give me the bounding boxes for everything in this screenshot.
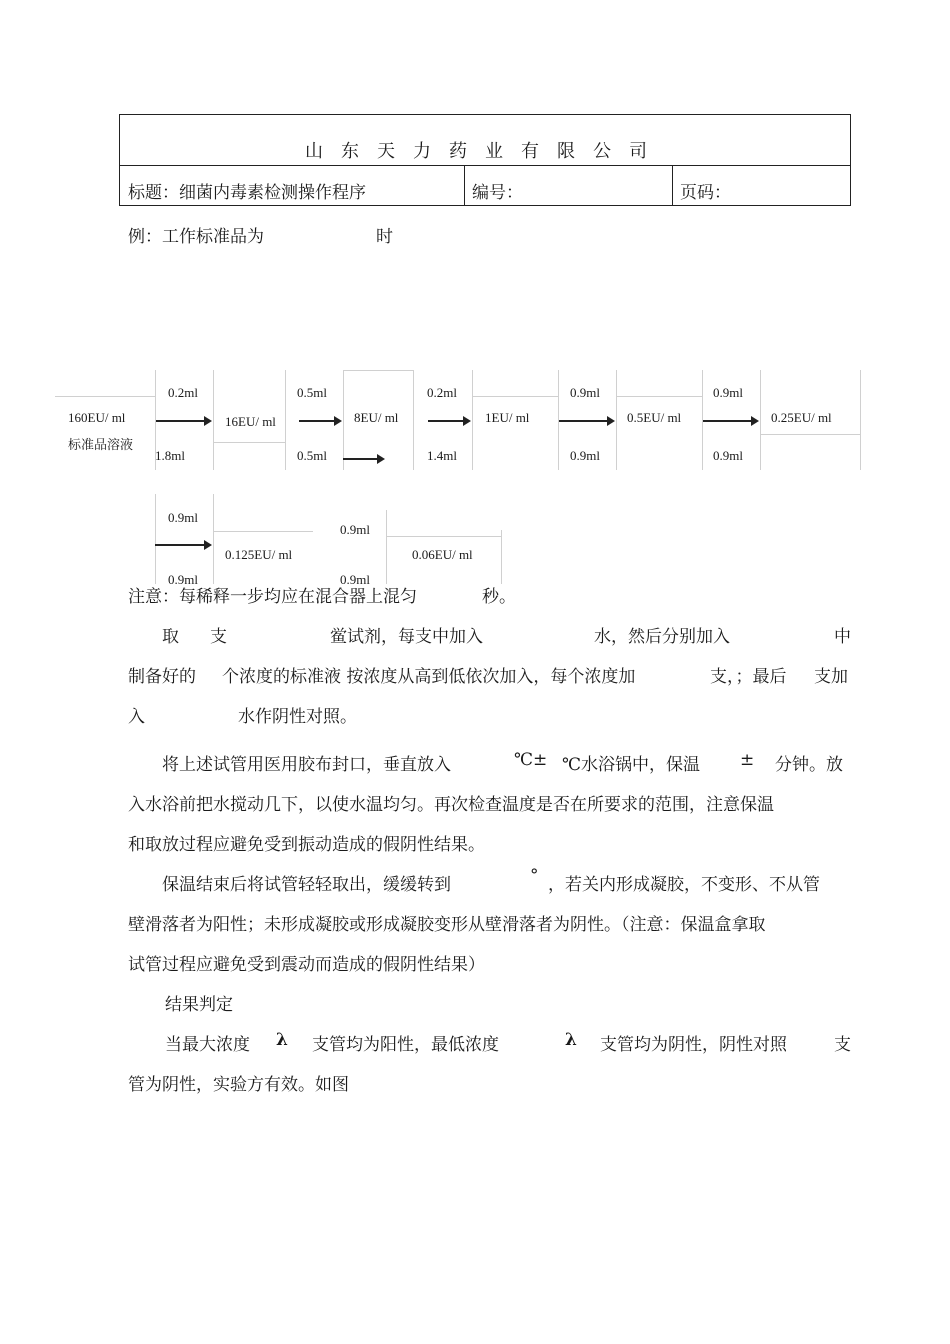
title-cell — [120, 165, 465, 206]
result-heading: 结果判定 — [165, 995, 233, 1015]
start-label: 标准品溶液 — [68, 437, 134, 452]
diagram-line — [213, 494, 214, 584]
step5-diluent-volume: 0.9ml — [713, 448, 743, 463]
step2-transfer-volume: 0.5ml — [297, 385, 327, 400]
diagram-line — [501, 530, 502, 584]
step5-result: 0.25EU/ ml — [771, 410, 832, 425]
p4-fragment: 支管均为阴性，阴性对照 — [600, 1035, 787, 1055]
diagram-line — [472, 396, 558, 397]
diagram-line — [155, 494, 156, 584]
document-number-label: 编号： — [472, 183, 523, 203]
p2-fragment: ℃水浴锅中，保温 — [562, 755, 701, 775]
p1-fragment: 制备好的 — [128, 667, 196, 687]
diagram-line — [760, 434, 860, 435]
diagram-line — [616, 396, 702, 397]
p3-fragment: ，若关内形成凝胶，不变形、不从管 — [548, 875, 820, 895]
diagram-line — [343, 370, 413, 371]
step3-diluent-volume: 1.4ml — [427, 448, 457, 463]
p3-line: 壁滑落者为阳性；未形成凝胶或形成凝胶变形从壁滑落者为阴性。（注意：保温盒拿取 — [128, 915, 766, 935]
start-concentration: 160EU/ ml — [68, 410, 126, 425]
document-header-table — [119, 114, 851, 206]
example-text-left: 例：工作标准品为 — [128, 227, 264, 247]
step2-arrow — [299, 420, 340, 422]
page-number-label: 页码： — [680, 183, 731, 203]
p1-fragment: 鲎试剂，每支中加入 — [330, 627, 483, 647]
step4-transfer-volume: 0.9ml — [570, 385, 600, 400]
doc-number-cell — [464, 165, 673, 206]
p1-fragment: 个浓度的标准液 按浓度从高到低依次加入，每个浓度加 — [222, 667, 636, 687]
p1-fragment: 中 — [834, 627, 851, 647]
page-number-cell — [672, 165, 852, 206]
p4-fragment: 支 — [834, 1035, 851, 1055]
p4-fragment: 当最大浓度 — [165, 1035, 250, 1055]
step4-result: 0.5EU/ ml — [627, 410, 682, 425]
p2-fragment: ℃± — [514, 750, 548, 770]
step5-transfer-volume: 0.9ml — [713, 385, 743, 400]
note-text-right: 秒。 — [482, 587, 516, 607]
step1-result: 16EU/ ml — [225, 414, 276, 429]
step7-result: 0.06EU/ ml — [412, 547, 473, 562]
diagram-line — [760, 370, 761, 470]
document-title: 标题：细菌内毒素检测操作程序 — [128, 183, 366, 203]
p4-line: 管为阴性，实验方有效。如图 — [128, 1075, 349, 1095]
p3-line: 试管过程应避免受到震动而造成的假阴性结果） — [128, 955, 485, 975]
p4-fragment: λ — [565, 1030, 577, 1050]
step7-transfer-volume: 0.9ml — [340, 522, 370, 537]
p2-fragment: 将上述试管用医用胶布封口，垂直放入 — [162, 755, 451, 775]
diagram-line — [343, 370, 344, 470]
p2-line: 入水浴前把水搅动几下，以使水温均匀。再次检查温度是否在所要求的范围，注意保温 — [128, 795, 774, 815]
diagram-line — [413, 370, 414, 470]
p1-fragment: 入 — [128, 707, 145, 727]
step2-diluent-volume: 0.5ml — [297, 448, 327, 463]
step1-arrow — [156, 420, 210, 422]
p2-line: 和取放过程应避免受到振动造成的假阴性结果。 — [128, 835, 485, 855]
diagram-line — [386, 510, 387, 584]
diagram-line — [285, 370, 286, 470]
step3-transfer-volume: 0.2ml — [427, 385, 457, 400]
step3-result: 1EU/ ml — [485, 410, 530, 425]
p1-fragment: 水，然后分别加入 — [594, 627, 730, 647]
step5-arrow — [703, 420, 757, 422]
company-name: 山东天力药业有限公司 — [305, 141, 665, 162]
step4-diluent-volume: 0.9ml — [570, 448, 600, 463]
p2-fragment: 分钟。放 — [775, 755, 843, 775]
diagram-line — [472, 370, 473, 470]
p3-fragment: ° — [530, 866, 539, 886]
diagram-line — [213, 442, 285, 443]
p2-fragment: ± — [740, 750, 755, 770]
diagram-line — [55, 396, 155, 397]
company-row — [120, 115, 850, 166]
diagram-line — [616, 370, 617, 470]
step6-transfer-volume: 0.9ml — [168, 510, 198, 525]
diagram-line — [213, 370, 214, 470]
p1-fragment: 支，；最后 — [710, 667, 787, 687]
p4-fragment: 支管均为阳性，最低浓度 — [312, 1035, 499, 1055]
example-text-right: 时 — [376, 227, 393, 247]
p1-fragment: 水作阴性对照。 — [238, 707, 357, 727]
note-text-left: 注意：每稀释一步均应在混合器上混匀 — [128, 587, 417, 607]
p1-fragment: 支加 — [814, 667, 848, 687]
diagram-line — [213, 531, 313, 532]
step2-lower-arrow — [343, 458, 383, 460]
step1-transfer-volume: 0.2ml — [168, 385, 198, 400]
step4-arrow — [559, 420, 613, 422]
p1-fragment: 取 — [162, 627, 179, 647]
p3-fragment: 保温结束后将试管轻轻取出，缓缓转到 — [162, 875, 451, 895]
step2-result: 8EU/ ml — [354, 410, 399, 425]
step7-diluent-volume: 0.9ml — [340, 572, 370, 587]
step1-diluent-volume: 1.8ml — [155, 448, 185, 463]
step6-arrow — [155, 544, 210, 546]
step6-diluent-volume: 0.9ml — [168, 572, 198, 587]
diagram-line — [386, 536, 501, 537]
p1-fragment: 支 — [210, 627, 227, 647]
step3-arrow — [428, 420, 469, 422]
diagram-line — [860, 370, 861, 470]
p4-fragment: λ — [276, 1030, 288, 1050]
step6-result: 0.125EU/ ml — [225, 547, 293, 562]
